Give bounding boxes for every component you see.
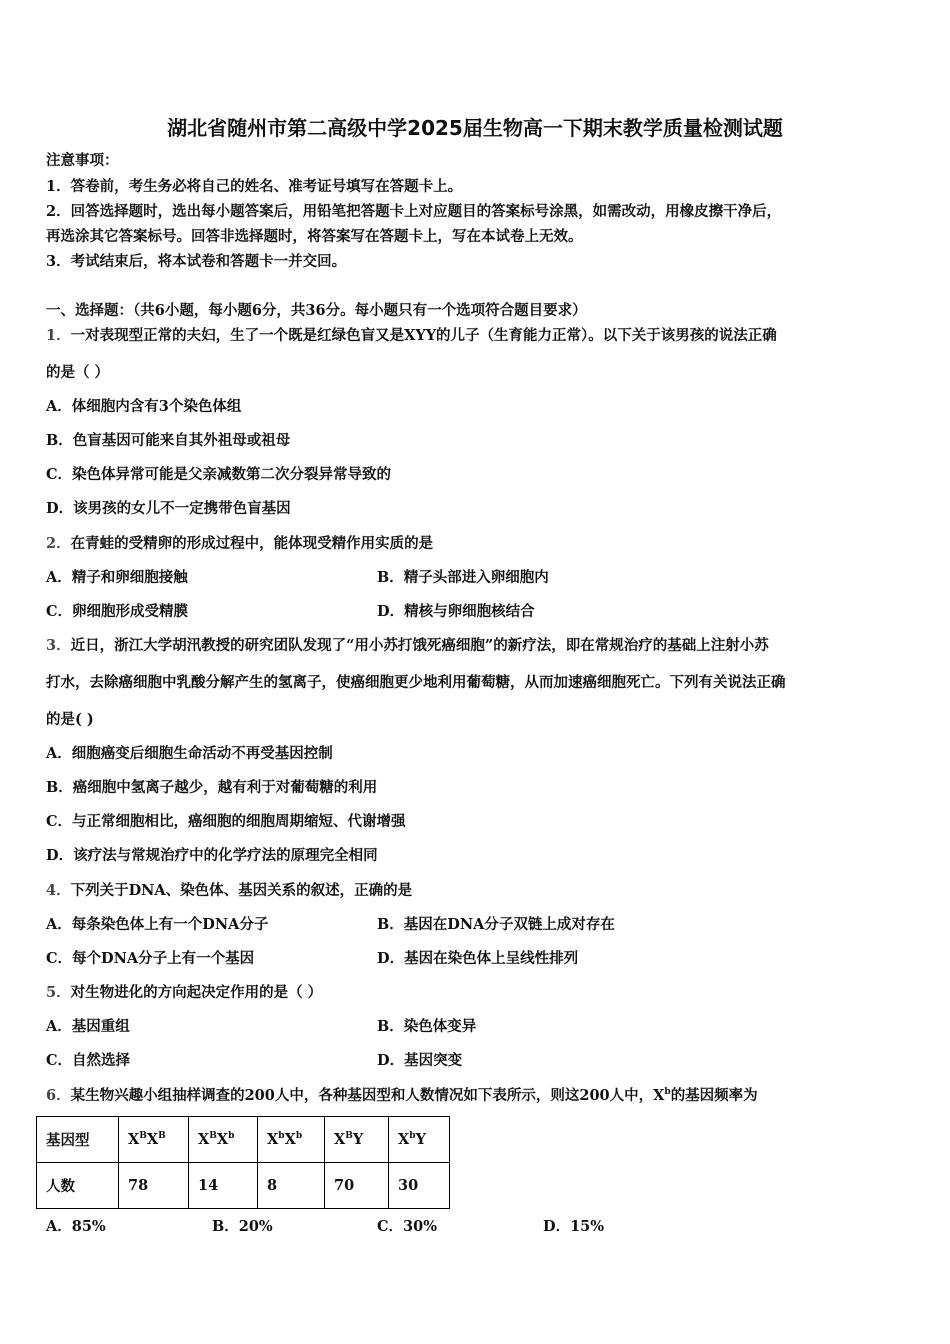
q3-option-a: A．细胞癌变后细胞生命活动不再受基因控制: [46, 745, 333, 762]
count-cell: 30: [389, 1163, 450, 1209]
q5-stem: [46, 983, 322, 1003]
q6-stem-text-end: 的基因频率为: [670, 1087, 758, 1104]
genotype-cell: $X^BX^B$: [119, 1117, 189, 1163]
q5-option-c: C．自然选择: [46, 1052, 131, 1069]
notice-heading: 注意事项：: [46, 152, 119, 169]
q3-option-d: D．该疗法与常规治疗中的化学疗法的原理完全相同: [46, 847, 378, 864]
table-header-cell: 人数: [37, 1163, 119, 1209]
table-row: [37, 1163, 450, 1209]
count-cell: 78: [119, 1163, 189, 1209]
q3-option-b: B．癌细胞中氢离子越少，越有利于对葡萄糖的利用: [46, 779, 378, 796]
genotype-cell: $X^BX^b$: [189, 1117, 258, 1163]
q2-option-c: C．卵细胞形成受精膜: [46, 603, 189, 620]
q5-number: 5．: [46, 984, 71, 1001]
q4-option-a: A．每条染色体上有一个DNA分子: [46, 916, 269, 933]
q1-option-c: C．染色体异常可能是父亲减数第二次分裂异常导致的: [46, 466, 392, 483]
genotype-table: [36, 1116, 450, 1209]
q6-number: 6．: [46, 1087, 71, 1104]
q6-stem-superscript: b: [664, 1087, 671, 1097]
q4-stem: [46, 881, 412, 901]
q6-option-a: A．85%: [46, 1218, 106, 1235]
q3-option-c: C．与正常细胞相比，癌细胞的细胞周期缩短、代谢增强: [46, 813, 406, 830]
table-row: [37, 1117, 450, 1163]
q4-number: 4．: [46, 882, 71, 899]
notice-item-3: 3．考试结束后，将本试卷和答题卡一并交回。: [46, 253, 347, 270]
q2-number: 2．: [46, 535, 71, 552]
q1-number: 1．: [46, 327, 71, 344]
q5-option-b: B．染色体变异: [377, 1018, 477, 1035]
q3-stem-cont-2: 的是( ): [46, 711, 94, 728]
count-cell: 70: [325, 1163, 389, 1209]
q6-stem: [46, 1086, 758, 1106]
q3-stem-cont-1: 打水，去除癌细胞中乳酸分解产生的氢离子，使癌细胞更少地利用葡萄糖，从而加速癌细胞死亡。下列有关说法正确: [46, 674, 786, 691]
notice-item-2-cont: 再选涂其它答案标号。回答非选择题时，将答案写在答题卡上，写在本试卷上无效。: [46, 228, 583, 245]
q2-stem: [46, 534, 433, 554]
q3-stem: [46, 636, 769, 656]
notice-item-1: 1．答卷前，考生务必将自己的姓名、准考证号填写在答题卡上。: [46, 178, 463, 195]
q5-stem-text: 对生物进化的方向起决定作用的是（ ）: [70, 984, 323, 1001]
count-cell: 14: [189, 1163, 258, 1209]
q6-stem-text: 某生物兴趣小组抽样调查的200人中，各种基因型和人数情况如下表所示，则这200人中，X: [70, 1087, 665, 1104]
q2-stem-text: 在青蛙的受精卵的形成过程中，能体现受精作用实质的是: [70, 535, 434, 552]
q4-option-d: D．基因在染色体上呈线性排列: [377, 950, 579, 967]
page-title: 湖北省随州市第二高级中学2025届生物高一下期末教学质量检测试题: [167, 116, 783, 140]
q1-option-d: D．该男孩的女儿不一定携带色盲基因: [46, 500, 291, 517]
q1-stem: [46, 326, 777, 346]
q4-option-c: C．每个DNA分子上有一个基因: [46, 950, 255, 967]
q1-stem-text: 一对表现型正常的夫妇，生了一个既是红绿色盲又是XYY的儿子（生育能力正常）。以下关于该男孩的说法正确: [70, 327, 777, 344]
q1-stem-cont: 的是（ ）: [46, 364, 110, 381]
section-heading: 一、选择题：（共6小题，每小题6分，共36分。每小题只有一个选项符合题目要求）: [46, 302, 587, 319]
q1-option-b: B．色盲基因可能来自其外祖母或祖母: [46, 432, 291, 449]
q2-option-d: D．精核与卵细胞核结合: [377, 603, 535, 620]
q4-option-b: B．基因在DNA分子双链上成对存在: [377, 916, 615, 933]
q1-option-a: A．体细胞内含有3个染色体组: [46, 398, 242, 415]
q6-option-b: B．20%: [212, 1218, 273, 1235]
q3-number: 3．: [46, 637, 71, 654]
q4-stem-text: 下列关于DNA、染色体、基因关系的叙述，正确的是: [70, 882, 413, 899]
q5-option-d: D．基因突变: [377, 1052, 463, 1069]
q2-option-a: A．精子和卵细胞接触: [46, 569, 188, 586]
notice-item-2: 2．回答选择题时，选出每小题答案后，用铅笔把答题卡上对应题目的答案标号涂黑，如需改动，用橡皮擦干净后，: [46, 203, 782, 220]
q2-option-b: B．精子头部进入卵细胞内: [377, 569, 549, 586]
q5-option-a: A．基因重组: [46, 1018, 130, 1035]
genotype-cell: $X^BY$: [325, 1117, 389, 1163]
count-cell: 8: [258, 1163, 325, 1209]
genotype-cell: $X^bX^b$: [258, 1117, 325, 1163]
q6-option-c: C．30%: [377, 1218, 437, 1235]
q6-option-d: D．15%: [543, 1218, 605, 1235]
genotype-cell: $X^bY$: [389, 1117, 450, 1163]
q3-stem-text: 近日，浙江大学胡汛教授的研究团队发现了“用小苏打饿死癌细胞”的新疗法，即在常规治疗的基础上注射小苏: [70, 637, 769, 654]
table-header-cell: 基因型: [37, 1117, 119, 1163]
